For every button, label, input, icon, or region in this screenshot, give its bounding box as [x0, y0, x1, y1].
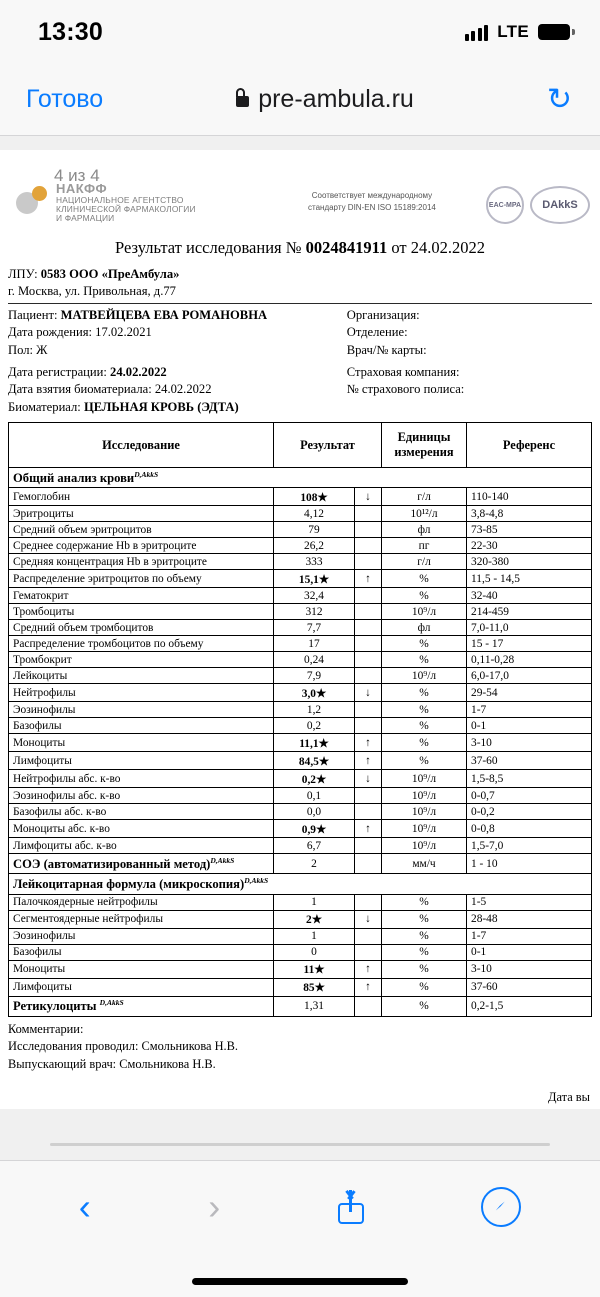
row-flag-arrow	[355, 854, 382, 874]
row-units: %	[382, 718, 467, 734]
organization-label: Организация:	[346, 307, 420, 322]
table-row	[9, 620, 592, 636]
row-reference: 37-60	[467, 978, 592, 996]
section-superscript: D,AkkS	[134, 469, 159, 479]
table-row	[9, 944, 592, 960]
sample-info-block	[8, 364, 592, 416]
row-test-name: Распределение тромбоцитов по объему	[9, 636, 274, 652]
row-test-name: Средняя концентрация Hb в эритроците	[9, 554, 274, 570]
status-time: 13:30	[38, 17, 103, 46]
logo-subtitle-1: НАЦИОНАЛЬНОЕ АГЕНТСТВО	[56, 195, 184, 206]
department-label: Отделение:	[346, 325, 408, 340]
row-superscript: D,AkkS	[99, 998, 124, 1008]
document-header	[8, 160, 592, 232]
row-reference: 0,2-1,5	[467, 996, 592, 1016]
row-result-value: 79	[274, 522, 355, 538]
table-row	[9, 928, 592, 944]
table-row	[9, 554, 592, 570]
row-result-value: 0,2	[274, 718, 355, 734]
logo-subtitle-2: КЛИНИЧЕСКОЙ ФАРМАКОЛОГИИ	[56, 204, 196, 215]
row-units: %	[382, 734, 467, 752]
row-test-name: Тромбокрит	[9, 652, 274, 668]
released-by: Выпускающий врач: Смольникова Н.В.	[8, 1056, 216, 1071]
row-test-name: Нейтрофилы абс. к-во	[9, 770, 274, 788]
table-row	[9, 718, 592, 734]
patient-info-block	[8, 307, 592, 359]
row-reference: 0-0,2	[467, 804, 592, 820]
row-flag-arrow: ↑	[355, 734, 382, 752]
header-name: Исследование	[9, 423, 274, 468]
browser-toolbar	[0, 1160, 600, 1297]
row-flag-arrow	[355, 788, 382, 804]
row-units: %	[382, 928, 467, 944]
row-units: %	[382, 752, 467, 770]
row-reference: 28-48	[467, 910, 592, 928]
row-reference: 1-5	[467, 894, 592, 910]
row-units: пг	[382, 538, 467, 554]
dakks-badge-icon: DAkkS	[530, 186, 590, 224]
row-result-value: 3,0★	[274, 684, 355, 702]
web-page-viewport[interactable]	[0, 136, 600, 1160]
status-indicators	[465, 22, 570, 42]
row-result-value: 1,2	[274, 702, 355, 718]
row-reference: 0,11-0,28	[467, 652, 592, 668]
table-row	[9, 652, 592, 668]
header-units-line2: измерения	[394, 445, 454, 459]
home-indicator	[192, 1278, 408, 1285]
reload-icon[interactable]: ↻	[546, 82, 572, 116]
row-reference: 11,5 - 14,5	[467, 570, 592, 588]
divider	[8, 303, 592, 304]
row-test-name: Распределение эритроцитов по объему	[9, 570, 274, 588]
header-units	[382, 423, 467, 468]
lpu-label: ЛПУ:	[8, 267, 38, 281]
row-units: %	[382, 652, 467, 668]
biomaterial-line	[8, 399, 347, 416]
row-test-name: Базофилы абс. к-во	[9, 804, 274, 820]
table-row	[9, 960, 592, 978]
row-test-name: Эозинофилы	[9, 928, 274, 944]
row-test-name: Эритроциты	[9, 506, 274, 522]
registration-label: Дата регистрации:	[8, 364, 111, 379]
table-section-row	[9, 468, 592, 488]
row-reference: 1 - 10	[467, 854, 592, 874]
row-test-name: СОЭ (автоматизированный метод)$^{D,AkkS}$	[9, 854, 274, 874]
row-reference: 110-140	[467, 488, 592, 506]
row-flag-arrow	[355, 506, 382, 522]
table-row	[9, 838, 592, 854]
header-reference: Референс	[467, 423, 592, 468]
row-test-name: Нейтрофилы	[9, 684, 274, 702]
standard-note-line-2: стандарту DIN-EN ISO 15189:2014	[308, 202, 436, 212]
table-row	[9, 804, 592, 820]
row-units: %	[382, 636, 467, 652]
row-flag-arrow: ↑	[355, 820, 382, 838]
row-result-value: 0,24	[274, 652, 355, 668]
nakff-logo-icon	[16, 186, 50, 220]
row-result-value: 26,2	[274, 538, 355, 554]
row-result-value: 0,1	[274, 788, 355, 804]
status-bar	[0, 0, 600, 64]
row-test-name: Средний объем тромбоцитов	[9, 620, 274, 636]
doctor-label: Врач/№ карты:	[346, 342, 427, 357]
table-row	[9, 894, 592, 910]
row-flag-arrow: ↓	[355, 684, 382, 702]
row-reference: 37-60	[467, 752, 592, 770]
row-test-name: Палочкоядерные нейтрофилы	[9, 894, 274, 910]
row-result-value: 1	[274, 894, 355, 910]
row-result-value: 84,5★	[274, 752, 355, 770]
row-reference: 1-7	[467, 702, 592, 718]
row-reference: 29-54	[467, 684, 592, 702]
sex: Пол: Ж	[8, 342, 48, 357]
page-title	[8, 238, 592, 258]
table-row	[9, 538, 592, 554]
table-row	[9, 604, 592, 620]
row-units: фл	[382, 620, 467, 636]
row-test-name: Тромбоциты	[9, 604, 274, 620]
row-test-name: Сегментоядерные нейтрофилы	[9, 910, 274, 928]
row-test-name: Ретикулоциты $^{D,AkkS}$	[9, 996, 274, 1016]
row-test-name: Моноциты абс. к-во	[9, 820, 274, 838]
row-reference: 3,8-4,8	[467, 506, 592, 522]
row-reference: 1,5-7,0	[467, 838, 592, 854]
performed-by: Исследования проводил: Смольникова Н.В.	[8, 1039, 239, 1054]
row-test-name: Моноциты	[9, 734, 274, 752]
row-units: 10⁹/л	[382, 604, 467, 620]
logo-title: НАКФФ	[56, 181, 108, 196]
birth-date: Дата рождения: 17.02.2021	[8, 325, 152, 340]
issue-date-label: Дата вы	[548, 1089, 590, 1104]
row-reference: 1,5-8,5	[467, 770, 592, 788]
row-units: %	[382, 570, 467, 588]
table-section-title: Лейкоцитарная формула (микроскопия)$^{D,AkkS}$	[9, 874, 592, 894]
row-test-name: Базофилы	[9, 944, 274, 960]
row-test-name: Среднее содержание Hb в эритроците	[9, 538, 274, 554]
row-units: г/л	[382, 554, 467, 570]
table-row	[9, 820, 592, 838]
row-units: %	[382, 910, 467, 928]
chevron-right-icon: ›	[208, 1186, 221, 1227]
row-test-name: Гематокрит	[9, 588, 274, 604]
row-flag-arrow: ↑	[355, 960, 382, 978]
row-flag-arrow	[355, 804, 382, 820]
row-result-value: 7,7	[274, 620, 355, 636]
row-units: %	[382, 960, 467, 978]
row-result-value: 11★	[274, 960, 355, 978]
row-result-value: 6,7	[274, 838, 355, 854]
row-reference: 22-30	[467, 538, 592, 554]
results-table-head	[9, 423, 592, 468]
organization-logo-text	[56, 182, 196, 223]
table-row	[9, 684, 592, 702]
lpu-value: 0583 ООО «ПреАмбула»	[40, 267, 180, 281]
row-units: 10¹²/л	[382, 506, 467, 522]
row-units: 10⁹/л	[382, 838, 467, 854]
row-flag-arrow	[355, 588, 382, 604]
row-flag-arrow	[355, 838, 382, 854]
share-icon[interactable]	[338, 1190, 364, 1224]
insurance-company-label: Страховая компания:	[346, 364, 460, 379]
table-row	[9, 854, 592, 874]
row-flag-arrow	[355, 604, 382, 620]
table-row	[9, 522, 592, 538]
row-result-value: 108★	[274, 488, 355, 506]
row-reference: 0-1	[467, 944, 592, 960]
table-row	[9, 668, 592, 684]
row-test-name: Эозинофилы абс. к-во	[9, 788, 274, 804]
row-test-name: Лимфоциты	[9, 978, 274, 996]
table-row	[9, 570, 592, 588]
table-row	[9, 734, 592, 752]
patient-info-right	[347, 307, 592, 359]
row-test-name: Гемоглобин	[9, 488, 274, 506]
row-flag-arrow: ↓	[355, 488, 382, 506]
row-reference: 0-1	[467, 718, 592, 734]
done-button[interactable]: Готово	[26, 85, 104, 113]
row-result-value: 4,12	[274, 506, 355, 522]
table-header-row	[9, 423, 592, 468]
row-result-value: 0	[274, 944, 355, 960]
biomaterial-taken: Дата взятия биоматериала: 24.02.2022	[8, 382, 212, 397]
sample-info-right	[347, 364, 592, 416]
comments-block	[8, 1021, 592, 1074]
row-result-value: 1	[274, 928, 355, 944]
page-count-label: 4 из 4	[54, 166, 100, 185]
row-units: %	[382, 588, 467, 604]
row-flag-arrow: ↑	[355, 978, 382, 996]
row-flag-arrow	[355, 702, 382, 718]
table-section-title: Общий анализ крови$^{D,AkkS}$	[9, 468, 592, 488]
insurance-policy-label: № страхового полиса:	[346, 382, 465, 397]
certification-badges	[486, 186, 590, 224]
row-result-value: 333	[274, 554, 355, 570]
row-flag-arrow	[355, 996, 382, 1016]
row-units: %	[382, 684, 467, 702]
network-type-label: LTE	[497, 22, 529, 41]
row-reference: 214-459	[467, 604, 592, 620]
row-reference: 0-0,7	[467, 788, 592, 804]
results-table	[8, 422, 592, 1017]
registration-value: 24.02.2022	[110, 364, 167, 379]
lpu-line	[8, 266, 592, 283]
row-result-value: 11,1★	[274, 734, 355, 752]
row-flag-arrow	[355, 652, 382, 668]
row-result-value: 2★	[274, 910, 355, 928]
row-result-value: 312	[274, 604, 355, 620]
patient-label: Пациент:	[8, 307, 58, 322]
row-flag-arrow	[355, 636, 382, 652]
row-flag-arrow	[355, 928, 382, 944]
row-test-name: Лейкоциты	[9, 668, 274, 684]
logo-subtitle-3: И ФАРМАЦИИ	[56, 213, 115, 224]
comments-label: Комментарии:	[8, 1021, 84, 1036]
row-reference: 32-40	[467, 588, 592, 604]
row-units: фл	[382, 522, 467, 538]
biomaterial-label: Биоматериал:	[8, 399, 84, 414]
row-flag-arrow	[355, 538, 382, 554]
table-section-row	[9, 874, 592, 894]
standard-note-line-1: Соответствует международному	[311, 191, 433, 200]
browser-bar	[0, 64, 600, 136]
registration-line	[8, 364, 347, 381]
row-result-value: 0,2★	[274, 770, 355, 788]
row-superscript: D,AkkS	[210, 855, 235, 865]
table-row	[9, 996, 592, 1016]
lab-report-document	[0, 150, 600, 1109]
table-row	[9, 506, 592, 522]
row-units: 10⁹/л	[382, 820, 467, 838]
results-table-body	[9, 468, 592, 1017]
row-flag-arrow: ↓	[355, 770, 382, 788]
lock-icon	[236, 96, 249, 107]
row-units: 10⁹/л	[382, 770, 467, 788]
row-test-name: Моноциты	[9, 960, 274, 978]
row-units: 10⁹/л	[382, 668, 467, 684]
table-row	[9, 702, 592, 718]
row-reference: 0-0,8	[467, 820, 592, 838]
table-row	[9, 770, 592, 788]
row-units: 10⁹/л	[382, 788, 467, 804]
row-result-value: 15,1★	[274, 570, 355, 588]
row-reference: 15 - 17	[467, 636, 592, 652]
row-result-value: 1,31	[274, 996, 355, 1016]
row-result-value: 0,9★	[274, 820, 355, 838]
row-test-name: Лимфоциты	[9, 752, 274, 770]
signal-bars-icon	[465, 24, 489, 41]
row-units: %	[382, 944, 467, 960]
row-units: %	[382, 894, 467, 910]
row-units: мм/ч	[382, 854, 467, 874]
row-units: %	[382, 996, 467, 1016]
row-reference: 73-85	[467, 522, 592, 538]
row-result-value: 7,9	[274, 668, 355, 684]
patient-name: МАТВЕЙЦЕВА ЕВА РОМАНОВНА	[60, 307, 268, 322]
section-superscript: D,AkkS	[244, 875, 269, 885]
compass-icon[interactable]	[481, 1187, 521, 1227]
row-reference: 7,0-11,0	[467, 620, 592, 636]
address-line: г. Москва, ул. Привольная, д.77	[8, 284, 176, 299]
standard-note	[308, 190, 436, 213]
report-number: 0024841911	[305, 238, 388, 257]
row-test-name: Средний объем эритроцитов	[9, 522, 274, 538]
row-result-value: 2	[274, 854, 355, 874]
table-row	[9, 636, 592, 652]
row-flag-arrow: ↑	[355, 570, 382, 588]
row-units: 10⁹/л	[382, 804, 467, 820]
row-test-name: Лимфоциты абс. к-во	[9, 838, 274, 854]
row-flag-arrow	[355, 620, 382, 636]
table-row	[9, 910, 592, 928]
battery-full-icon	[538, 24, 570, 40]
title-prefix: Результат исследования №	[115, 238, 306, 257]
page-scroll-indicator[interactable]	[50, 1143, 550, 1146]
header-units-line1: Единицы	[397, 430, 451, 444]
table-row	[9, 488, 592, 506]
sample-info-left	[8, 364, 347, 416]
table-row	[9, 978, 592, 996]
table-row	[9, 752, 592, 770]
row-reference: 320-380	[467, 554, 592, 570]
row-reference: 3-10	[467, 960, 592, 978]
row-flag-arrow: ↓	[355, 910, 382, 928]
row-test-name: Базофилы	[9, 718, 274, 734]
row-flag-arrow	[355, 894, 382, 910]
row-reference: 3-10	[467, 734, 592, 752]
row-units: %	[382, 702, 467, 718]
title-suffix: от 24.02.2022	[387, 238, 485, 257]
row-flag-arrow	[355, 668, 382, 684]
row-result-value: 0,0	[274, 804, 355, 820]
row-test-name: Эозинофилы	[9, 702, 274, 718]
row-units: г/л	[382, 488, 467, 506]
biomaterial-value: ЦЕЛЬНАЯ КРОВЬ (ЭДТА)	[83, 399, 239, 414]
row-flag-arrow	[355, 522, 382, 538]
row-reference: 1-7	[467, 928, 592, 944]
row-flag-arrow	[355, 944, 382, 960]
chevron-left-icon[interactable]: ‹	[78, 1186, 91, 1227]
header-result: Результат	[274, 423, 382, 468]
row-units: %	[382, 978, 467, 996]
row-result-value: 85★	[274, 978, 355, 996]
row-flag-arrow: ↑	[355, 752, 382, 770]
row-flag-arrow	[355, 554, 382, 570]
table-row	[9, 588, 592, 604]
url-text: pre-ambula.ru	[258, 85, 414, 113]
address-bar[interactable]	[236, 85, 414, 114]
row-reference: 6,0-17,0	[467, 668, 592, 684]
eac-mpa-badge-icon: EAC-MPA	[486, 186, 524, 224]
table-row	[9, 788, 592, 804]
patient-info-left	[8, 307, 347, 359]
row-result-value: 32,4	[274, 588, 355, 604]
patient-line	[8, 307, 347, 324]
row-result-value: 17	[274, 636, 355, 652]
row-flag-arrow	[355, 718, 382, 734]
